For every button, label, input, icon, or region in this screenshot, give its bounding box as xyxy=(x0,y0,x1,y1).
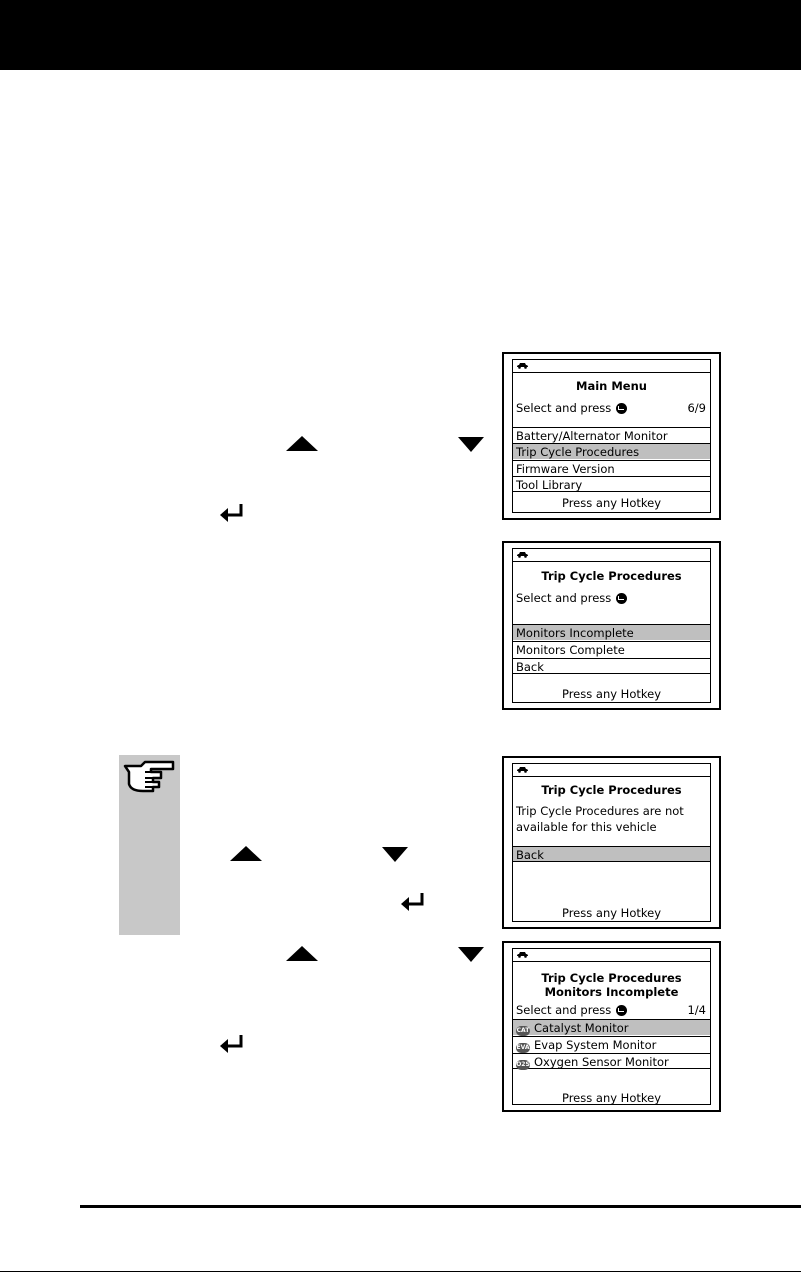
car-icon xyxy=(516,951,529,958)
unavailable-message-line2: available for this vehicle xyxy=(516,820,657,834)
enter-icon xyxy=(616,593,627,604)
pointing-hand-icon xyxy=(121,758,177,798)
item-counter: 6/9 xyxy=(687,401,706,415)
screen-title: Main Menu xyxy=(576,379,647,393)
menu-item-back[interactable]: Back xyxy=(513,658,710,674)
down-arrow-icon xyxy=(382,847,408,862)
screen-not-available xyxy=(502,756,721,929)
down-arrow-icon xyxy=(458,947,484,962)
lcd-display xyxy=(512,359,711,513)
screen-title: Trip Cycle Procedures xyxy=(541,971,682,985)
menu-item-label: Oxygen Sensor Monitor xyxy=(534,1055,669,1069)
menu-item-firmware-version[interactable]: Firmware Version xyxy=(513,460,710,476)
menu-item-label: Catalyst Monitor xyxy=(534,1021,629,1035)
enter-icon xyxy=(218,1033,246,1055)
hotkey-hint: Press any Hotkey xyxy=(561,1091,662,1105)
enter-icon xyxy=(218,502,246,524)
prompt-text: Select and press xyxy=(516,1003,612,1017)
menu-item-monitors-complete[interactable]: Monitors Complete xyxy=(513,641,710,657)
screen-subtitle: Monitors Incomplete xyxy=(544,985,679,999)
car-icon xyxy=(516,362,529,369)
up-arrow-icon xyxy=(230,846,262,861)
hotkey-hint: Press any Hotkey xyxy=(561,906,662,920)
enter-icon xyxy=(616,1005,627,1016)
screen-monitors-incomplete xyxy=(502,941,721,1112)
screen-main-menu xyxy=(502,352,721,520)
status-line xyxy=(513,949,710,962)
status-line xyxy=(513,360,710,373)
screen-trip-cycle-procedures xyxy=(502,541,721,710)
oxygen-sensor-icon: O2S xyxy=(516,1061,530,1068)
prompt-text: Select and press xyxy=(516,591,612,605)
page-header-bar xyxy=(0,0,801,70)
hotkey-hint: Press any Hotkey xyxy=(561,687,662,701)
unavailable-message-line1: Trip Cycle Procedures are not xyxy=(516,804,684,818)
menu-item-tool-library[interactable]: Tool Library xyxy=(513,476,710,492)
screen-title: Trip Cycle Procedures xyxy=(541,783,682,797)
car-icon xyxy=(516,551,529,558)
up-arrow-icon xyxy=(286,436,318,451)
item-counter: 1/4 xyxy=(687,1003,706,1017)
menu-item-label: Evap System Monitor xyxy=(534,1038,657,1052)
car-icon xyxy=(516,766,529,773)
lcd-display xyxy=(512,948,711,1105)
enter-icon xyxy=(616,403,627,414)
up-arrow-icon xyxy=(286,946,318,961)
status-line xyxy=(513,549,710,562)
footer-rule xyxy=(80,1205,801,1208)
evap-icon: EVA xyxy=(516,1044,530,1051)
enter-icon xyxy=(399,891,427,913)
hotkey-hint: Press any Hotkey xyxy=(561,496,662,510)
catalyst-icon: CAT xyxy=(516,1027,530,1034)
page-bottom-rule xyxy=(0,1271,801,1272)
menu-item-catalyst-monitor[interactable] xyxy=(513,1019,710,1035)
prompt-text: Select and press xyxy=(516,401,612,415)
menu-item-monitors-incomplete[interactable]: Monitors Incomplete xyxy=(513,624,710,640)
select-prompt xyxy=(516,401,706,415)
select-prompt xyxy=(516,591,706,605)
menu-item-trip-cycle[interactable]: Trip Cycle Procedures xyxy=(513,443,710,459)
status-line xyxy=(513,764,710,777)
menu-item-back[interactable]: Back xyxy=(513,846,710,862)
screen-title: Trip Cycle Procedures xyxy=(541,569,682,583)
down-arrow-icon xyxy=(458,437,484,452)
select-prompt xyxy=(516,1003,706,1017)
lcd-display xyxy=(512,763,711,922)
menu-item-battery-alternator[interactable]: Battery/Alternator Monitor xyxy=(513,427,710,443)
menu-item-evap-system-monitor[interactable] xyxy=(513,1036,710,1052)
lcd-display xyxy=(512,548,711,703)
menu-item-oxygen-sensor-monitor[interactable] xyxy=(513,1053,710,1069)
